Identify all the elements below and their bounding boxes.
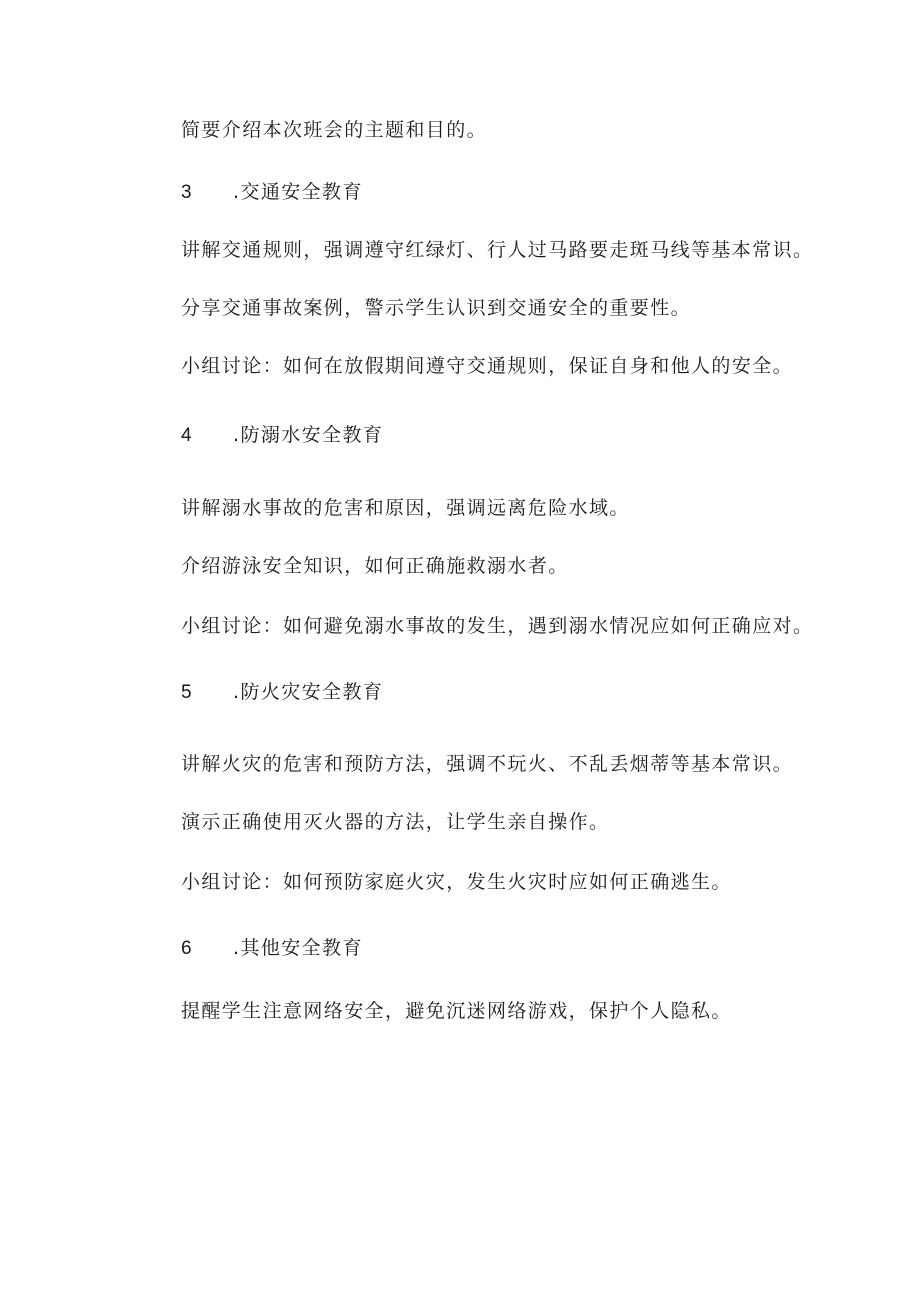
section-title: .其他安全教育 <box>233 937 363 959</box>
paragraph: 小组讨论：如何预防家庭火灾，发生火灾时应如何正确逃生。 <box>181 871 732 893</box>
paragraph: 小组讨论：如何在放假期间遵守交通规则，保证自身和他人的安全。 <box>181 355 794 377</box>
paragraph: 分享交通事故案例，警示学生认识到交通安全的重要性。 <box>181 297 692 319</box>
section-heading-4 <box>181 421 383 450</box>
intro-paragraph: 简要介绍本次班会的主题和目的。 <box>181 119 488 141</box>
section-number: 4 <box>181 425 192 446</box>
paragraph: 演示正确使用灭火器的方法，让学生亲自操作。 <box>181 811 610 833</box>
section-number: 5 <box>181 682 192 703</box>
section-heading-3 <box>181 178 363 207</box>
paragraph: 提醒学生注意网络安全，避免沉迷网络游戏，保护个人隐私。 <box>181 1000 732 1022</box>
paragraph: 讲解溺水事故的危害和原因，强调远离危险水域。 <box>181 497 630 519</box>
section-heading-6 <box>181 934 363 963</box>
paragraph: 讲解交通规则，强调遵守红绿灯、行人过马路要走斑马线等基本常识。 <box>181 239 814 261</box>
section-number: 6 <box>181 938 192 959</box>
section-title: .交通安全教育 <box>233 181 363 203</box>
section-title: .防火灾安全教育 <box>233 681 384 703</box>
paragraph: 小组讨论：如何避免溺水事故的发生，遇到溺水情况应如何正确应对。 <box>181 615 814 637</box>
section-number: 3 <box>181 182 192 203</box>
paragraph: 讲解火灾的危害和预防方法，强调不玩火、不乱丢烟蒂等基本常识。 <box>181 753 794 775</box>
section-title: .防溺水安全教育 <box>233 424 384 446</box>
paragraph: 介绍游泳安全知识，如何正确施救溺水者。 <box>181 555 569 577</box>
section-heading-5 <box>181 678 383 707</box>
